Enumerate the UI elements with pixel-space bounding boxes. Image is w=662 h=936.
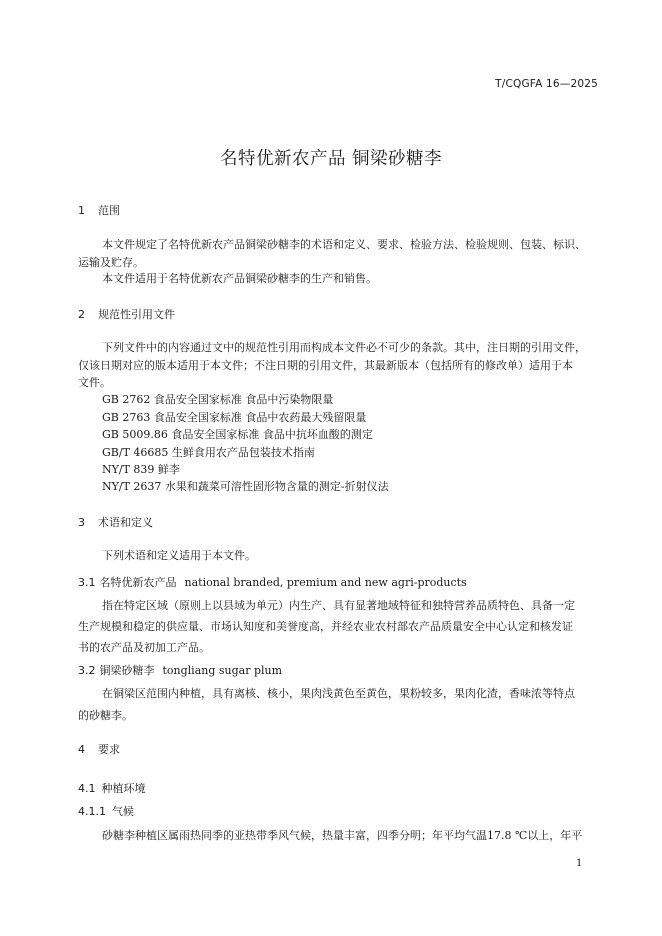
term-number: 3.1 (78, 576, 96, 589)
term1-def-line1: 指在特定区域（原则上以县域为单元）内生产、具有显著地域特征和独特营养品质特色、具备一定 (102, 599, 575, 612)
section-title: 规范性引用文件 (98, 308, 175, 321)
term1-def-line3: 书的农产品及初加工产品。 (78, 641, 210, 654)
term-name-en: national branded, premium and new agri-products (184, 576, 467, 589)
subsection-number: 4.1.1 (78, 805, 106, 818)
subsection-title: 气候 (112, 805, 134, 818)
term-name-en: tongliang sugar plum (162, 664, 283, 677)
section-number: 4 (78, 743, 85, 756)
standard-code: T/CQGFA 16—2025 (495, 78, 598, 90)
subsection-4-1-heading (78, 780, 146, 796)
section-number: 2 (78, 308, 85, 321)
terms-intro: 下列术语和定义适用于本文件。 (102, 549, 256, 562)
reference-item: GB 2763 食品安全国家标准 食品中农药最大残留限量 (102, 411, 367, 424)
term-3-2-heading (78, 662, 282, 678)
section-number: 1 (78, 204, 85, 217)
scope-para1-line1: 本文件规定了名特优新农产品铜梁砂糖李的术语和定义、要求、检验方法、检验规则、包装、标识、 (102, 238, 586, 251)
scope-para1-line2: 运输及贮存。 (78, 256, 144, 269)
normative-intro-line3: 文件。 (78, 376, 111, 389)
section-1-heading (78, 202, 120, 218)
reference-item: NY/T 839 鲜李 (102, 463, 180, 476)
reference-item: NY/T 2637 水果和蔬菜可溶性固形物含量的测定-折射仪法 (102, 480, 389, 493)
section-4-heading (78, 741, 120, 757)
term2-def-line2: 的砂糖李。 (78, 709, 133, 722)
term1-def-line2: 生产规模和稳定的供应量、市场认知度和美誉度高，并经农业农村部农产品质量安全中心认定和核发证 (78, 620, 573, 633)
subsection-title: 种植环境 (101, 782, 146, 795)
section-3-heading (78, 514, 153, 530)
subsection-number: 4.1 (78, 782, 96, 795)
document-title: 名特优新农产品 铜梁砂糖李 (219, 149, 443, 169)
subsection-4-1-1-heading (78, 803, 134, 819)
section-2-heading (78, 306, 175, 322)
section-title: 要求 (98, 743, 120, 756)
term-name-zh: 名特优新农产品 (99, 576, 177, 589)
term-name-zh: 铜梁砂糖李 (99, 664, 155, 677)
reference-item: GB 2762 食品安全国家标准 食品中污染物限量 (102, 393, 334, 406)
section-title: 范围 (98, 204, 120, 217)
term-3-1-heading (78, 574, 467, 590)
page-number: 1 (576, 858, 583, 869)
term2-def-line1: 在铜梁区范围内种植，具有离核、核小，果肉浅黄色至黄色，果粉较多，果肉化渣，香味浓等特点 (102, 687, 575, 700)
reference-item: GB 5009.86 食品安全国家标准 食品中抗坏血酸的测定 (102, 428, 373, 441)
normative-intro-line2: 仅该日期对应的版本适用于本文件；不注日期的引用文件，其最新版本（包括所有的修改单）适用于本 (78, 359, 573, 372)
section-number: 3 (78, 516, 85, 529)
scope-para2: 本文件适用于名特优新农产品铜梁砂糖李的生产和销售。 (102, 272, 377, 285)
term-number: 3.2 (78, 664, 96, 677)
normative-intro-line1: 下列文件中的内容通过文中的规范性引用而构成本文件必不可少的条款。其中，注日期的引用文件， (102, 341, 586, 354)
section-title: 术语和定义 (98, 516, 153, 529)
reference-item: GB/T 46685 生鲜食用农产品包装技术指南 (102, 446, 315, 459)
climate-line1: 砂糖李种植区属雨热同季的亚热带季风气候，热量丰富，四季分明；年平均气温17.8 ℃以上，年平 (102, 829, 583, 842)
